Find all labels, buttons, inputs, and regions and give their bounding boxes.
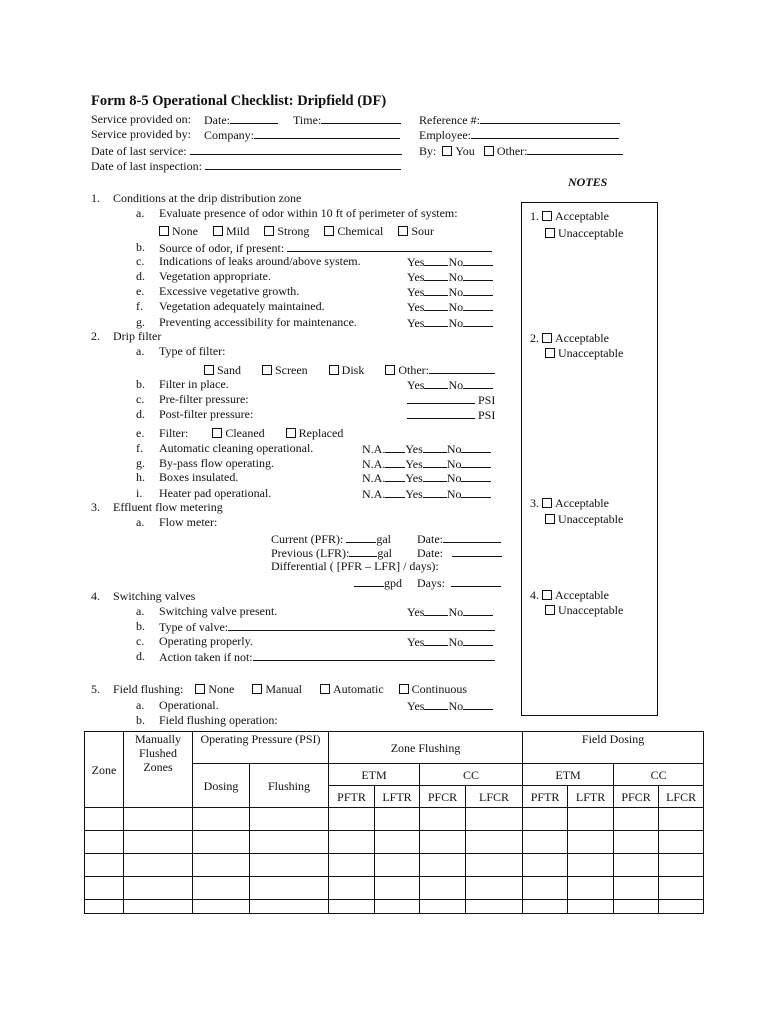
item-letter: a. (136, 604, 145, 618)
item-letter: c. (136, 634, 145, 648)
odor-none-checkbox[interactable] (159, 226, 169, 236)
item-letter: e. (136, 284, 145, 298)
odor-strong-checkbox[interactable] (264, 226, 274, 236)
operating-properly-question: Operating properly. (159, 634, 253, 648)
lftr-header: LFTR (375, 786, 420, 808)
flush-manual-checkbox[interactable] (252, 684, 262, 694)
item-letter: b. (136, 377, 145, 391)
item-letter: b. (136, 713, 145, 727)
table-row (85, 877, 704, 900)
filter-in-place-question: Filter in place. (159, 377, 229, 391)
field-dosing-header: Field Dosing (523, 732, 704, 764)
differential-label: Differential ( [PFR – LFR] / days): (271, 559, 439, 573)
item-letter: d. (136, 269, 145, 283)
employee-field[interactable]: Employee: (419, 127, 619, 142)
notes-box (521, 202, 658, 716)
filter-type-options: Sand Screen Disk Other: (204, 362, 495, 377)
disk-checkbox[interactable] (329, 365, 339, 375)
lftr-header: LFTR (568, 786, 614, 808)
table-row (85, 808, 704, 831)
cc-header: CC (420, 764, 523, 786)
previous-reading-field[interactable]: Previous (LFR): gal (271, 546, 393, 560)
yes-no-field[interactable]: Yes No (407, 634, 493, 649)
item-letter: b. (136, 619, 145, 633)
flow-meter-label: Flow meter: (159, 515, 218, 529)
flush-continuous-checkbox[interactable] (399, 684, 409, 694)
table-row (85, 900, 704, 914)
na-yes-no-field[interactable]: N.A. Yes No (362, 486, 491, 501)
heater-question: Heater pad operational. (159, 486, 272, 500)
screen-checkbox[interactable] (262, 365, 272, 375)
table-row (85, 854, 704, 877)
other-filter-checkbox[interactable] (385, 365, 395, 375)
odor-options: None Mild Strong Chemical Sour (159, 224, 434, 238)
action-taken-field[interactable]: Action taken if not: (159, 649, 495, 664)
item-letter: g. (136, 456, 145, 470)
valve-type-field[interactable]: Type of valve: (159, 619, 495, 634)
section-4-title: Switching valves (113, 589, 196, 603)
section-1-num: 1. (91, 191, 100, 205)
filter-status: Filter: Cleaned Replaced (159, 426, 344, 440)
odor-chemical-checkbox[interactable] (324, 226, 334, 236)
valve-present-question: Switching valve present. (159, 604, 278, 618)
item-letter: a. (136, 206, 145, 220)
notes-heading: NOTES (568, 175, 608, 189)
section-5-num: 5. (91, 682, 100, 696)
leaks-question: Indications of leaks around/above system. (159, 254, 361, 268)
flushing-header: Flushing (250, 764, 329, 808)
odor-mild-checkbox[interactable] (213, 226, 223, 236)
service-by-label: Service provided by: (91, 127, 191, 141)
zone-flushing-header: Zone Flushing (329, 732, 523, 764)
acceptable-checkbox[interactable] (542, 333, 552, 343)
item-letter: d. (136, 407, 145, 421)
yes-no-field[interactable]: Yes No (407, 377, 493, 392)
section-3-num: 3. (91, 500, 100, 514)
section-5-title: Field flushing: (113, 682, 184, 696)
yes-no-field[interactable]: Yes No (407, 698, 493, 713)
pfcr-header: PFCR (614, 786, 659, 808)
previous-date-field[interactable]: Date: (417, 545, 502, 560)
filter-type-question: Type of filter: (159, 344, 226, 358)
flush-automatic-checkbox[interactable] (320, 684, 330, 694)
unacceptable-checkbox[interactable] (545, 228, 555, 238)
days-field[interactable]: Days: (417, 575, 501, 590)
lfcr-header: LFCR (659, 786, 704, 808)
na-yes-no-field[interactable]: N.A. Yes No (362, 470, 491, 485)
odor-question: Evaluate presence of odor within 10 ft of perimeter of system: (159, 206, 458, 220)
table-row (85, 831, 704, 854)
flush-operation-label: Field flushing operation: (159, 713, 278, 727)
etm-header: ETM (329, 764, 420, 786)
section-3-title: Effluent flow metering (113, 500, 223, 514)
section-5-row: Field flushing: None Manual Automatic Continuous (113, 682, 467, 696)
maintained-question: Vegetation adequately maintained. (159, 299, 325, 313)
post-filter-label: Post-filter pressure: (159, 407, 254, 421)
acceptable-checkbox[interactable] (542, 211, 552, 221)
item-letter: a. (136, 698, 145, 712)
section-2-num: 2. (91, 329, 100, 343)
item-letter: a. (136, 515, 145, 529)
operating-pressure-header: Operating Pressure (PSI) (193, 732, 329, 764)
pftr-header: PFTR (329, 786, 375, 808)
na-yes-no-field[interactable]: N.A. Yes No (362, 456, 491, 471)
cleaned-checkbox[interactable] (212, 428, 222, 438)
yes-no-field[interactable]: Yes No (407, 299, 493, 314)
auto-clean-question: Automatic cleaning operational. (159, 441, 314, 455)
item-letter: c. (136, 254, 145, 268)
service-time-field[interactable]: Time: (293, 112, 401, 127)
service-on-label: Service provided on: (91, 112, 191, 126)
odor-sour-checkbox[interactable] (398, 226, 408, 236)
other-checkbox[interactable] (484, 146, 494, 156)
cc-header: CC (614, 764, 704, 786)
item-letter: c. (136, 392, 145, 406)
you-checkbox[interactable] (442, 146, 452, 156)
manual-zones-header: Manually Flushed Zones (124, 732, 193, 808)
reference-field[interactable]: Reference #: (419, 112, 620, 127)
replaced-checkbox[interactable] (286, 428, 296, 438)
note-2-unacc: Unacceptable (545, 346, 623, 360)
pre-filter-label: Pre-filter pressure: (159, 392, 249, 406)
flush-operational-question: Operational. (159, 698, 219, 712)
unacceptable-checkbox[interactable] (545, 514, 555, 524)
item-letter: d. (136, 649, 145, 663)
item-letter: i. (136, 486, 143, 500)
note-1-unacc: Unacceptable (545, 226, 623, 240)
last-service-field[interactable]: Date of last service: (91, 143, 402, 158)
yes-no-field[interactable]: Yes No (407, 254, 493, 269)
acceptable-checkbox[interactable] (542, 590, 552, 600)
acceptable-checkbox[interactable] (542, 498, 552, 508)
lfcr-header: LFCR (466, 786, 523, 808)
note-2: 2. Acceptable (530, 331, 609, 345)
item-letter: a. (136, 344, 145, 358)
unacceptable-checkbox[interactable] (545, 348, 555, 358)
item-letter: f. (136, 441, 143, 455)
bypass-question: By-pass flow operating. (159, 456, 274, 470)
yes-no-field[interactable]: Yes No (407, 269, 493, 284)
pfcr-header: PFCR (420, 786, 466, 808)
note-1: 1. Acceptable (530, 209, 609, 223)
yes-no-field[interactable]: Yes No (407, 604, 493, 619)
unacceptable-checkbox[interactable] (545, 605, 555, 615)
current-date-field[interactable]: Date: (417, 531, 501, 546)
flush-none-checkbox[interactable] (195, 684, 205, 694)
yes-no-field[interactable]: Yes No (407, 315, 493, 330)
field-flushing-table (84, 731, 704, 914)
by-field: By: You Other: (419, 143, 623, 158)
section-2-title: Drip filter (113, 329, 162, 343)
item-letter: e. (136, 426, 145, 440)
accessibility-question: Preventing accessibility for maintenance. (159, 315, 357, 329)
vegetation-question: Vegetation appropriate. (159, 269, 271, 283)
gpd-field[interactable]: gpd (354, 575, 402, 590)
note-3: 3. Acceptable (530, 496, 609, 510)
service-date-field[interactable]: Date: (204, 112, 278, 127)
odor-source-field[interactable]: Source of odor, if present: (159, 240, 492, 255)
zone-header: Zone (85, 732, 124, 808)
etm-header: ETM (523, 764, 614, 786)
item-letter: f. (136, 299, 143, 313)
na-yes-no-field[interactable]: N.A. Yes No (362, 441, 491, 456)
note-4: 4. Acceptable (530, 588, 609, 602)
item-letter: h. (136, 470, 145, 484)
last-inspection-field[interactable]: Date of last inspection: (91, 158, 401, 173)
section-1-title: Conditions at the drip distribution zone (113, 191, 302, 205)
current-reading-field[interactable]: Current (PFR): gal (271, 532, 392, 546)
dosing-header: Dosing (193, 764, 250, 808)
post-filter-psi-field[interactable]: PSI (407, 407, 495, 422)
note-4-unacc: Unacceptable (545, 603, 623, 617)
section-4-num: 4. (91, 589, 100, 603)
pre-filter-psi-field[interactable]: PSI (407, 392, 495, 407)
item-letter: b. (136, 240, 145, 254)
growth-question: Excessive vegetative growth. (159, 284, 300, 298)
company-field[interactable]: Company: (204, 127, 400, 142)
page-title: Form 8-5 Operational Checklist: Dripfield (DF) (91, 93, 387, 109)
note-3-unacc: Unacceptable (545, 512, 623, 526)
item-letter: g. (136, 315, 145, 329)
yes-no-field[interactable]: Yes No (407, 284, 493, 299)
pftr-header: PFTR (523, 786, 568, 808)
sand-checkbox[interactable] (204, 365, 214, 375)
boxes-question: Boxes insulated. (159, 470, 239, 484)
